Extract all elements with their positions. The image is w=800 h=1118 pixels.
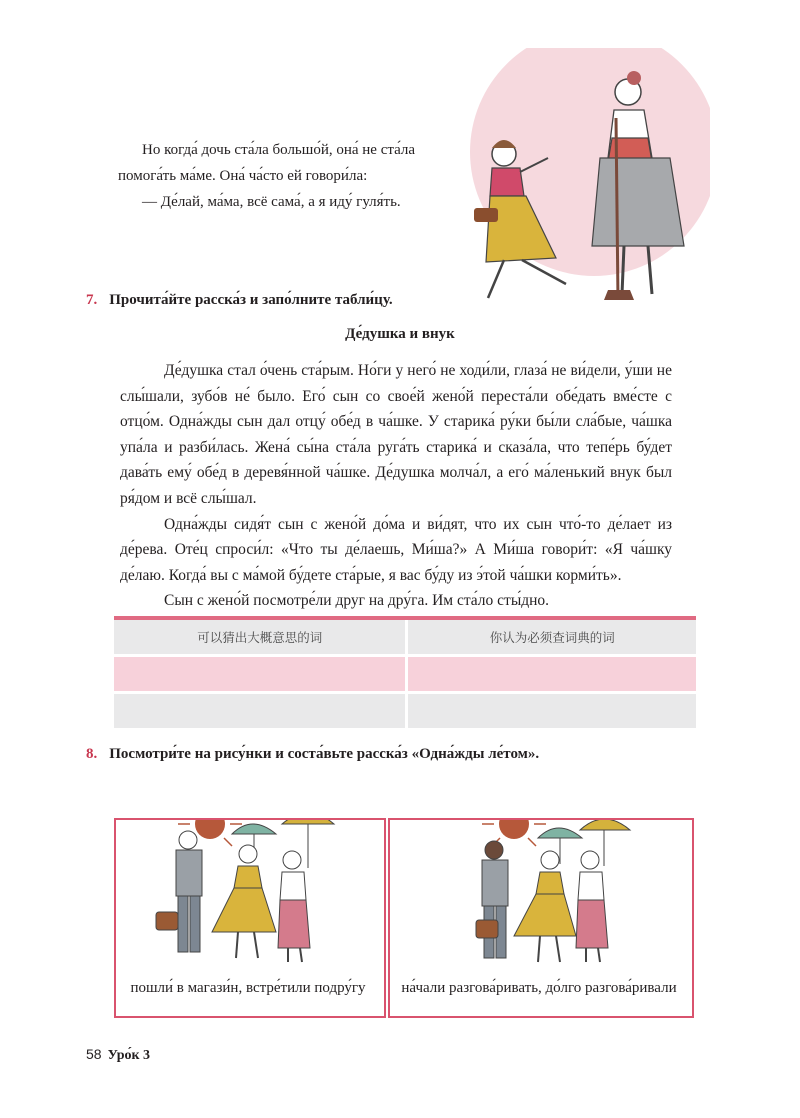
table-cell[interactable] (408, 694, 696, 731)
intro-line-2: помога́ть ма́ме. Она́ ча́сто ей говори́ла: (118, 168, 368, 184)
exercise-8-number: 8. (86, 746, 98, 762)
table-cell[interactable] (114, 694, 408, 731)
table-cell[interactable] (114, 657, 408, 694)
story-text (120, 358, 672, 614)
story-paragraph-1: Де́душка стал о́чень ста́рым. Но́ги у него́ не ходи́ли, глаза́ не ви́дели, у́ши не слы́шали, зубо́в не́ было. Его́ сын со свое́й жено́й переста́ли обе́дать вме́сте с отцо́м. Одна́жды сын дал отцу́ обе́д в ча́шке. У старика́ ру́ки бы́ли сла́бые, ча́шка упа́ла и разби́лась. Жена́ сы́на ста́ла руга́ть старика́ и сказа́ла, что тепе́рь бу́дет дава́ть ему́ обе́д в деревя́нной ча́шке. Де́душка молча́л, а его́ ма́ленький внук был ря́дом и всё слы́шал. (120, 362, 672, 507)
caption-panel-1: пошли́ в магази́н, встре́тили подру́гу (130, 980, 366, 996)
intro-text (118, 137, 438, 215)
story-title: Де́душка и внук (345, 326, 455, 342)
page-number: 58 (86, 1046, 102, 1062)
story-paragraph-2: Одна́жды сидя́т сын с жено́й до́ма и ви́дят, что их сын что́-то де́лает из де́рева. Оте́ц спроси́л: «Что ты де́лаешь, Ми́ша?» А Ми́ша говори́т: «Я ча́шку де́лаю. Когда́ вы с ма́мой бу́дете ста́рые, я вас бу́ду из э́той ча́шки корми́ть». (120, 515, 672, 584)
conversation-scene-illustration (390, 820, 692, 980)
table-header-guessable: 可以猜出大概意思的词 (114, 620, 408, 657)
intro-line-3: — Де́лай, ма́ма, всё сама́, а я иду́ гуля́ть. (142, 194, 401, 210)
caption-panel-2: на́чали разгова́ривать, до́лго разгова́ривали (401, 980, 677, 996)
table-header-dictionary: 你认为必须查词典的词 (408, 620, 696, 657)
intro-line-1: Но когда́ дочь ста́ла большо́й, она́ не ста́ла (142, 142, 416, 158)
table-cell[interactable] (408, 657, 696, 694)
shopping-scene-illustration (116, 820, 384, 980)
page-footer (86, 1046, 150, 1064)
exercise-8-instruction: Посмотри́те на рису́нки и соста́вьте расска́з «Одна́жды ле́том». (109, 746, 540, 762)
mother-daughter-illustration (448, 48, 710, 310)
exercise-8-heading (86, 746, 539, 763)
exercise-7-instruction: Прочита́йте расска́з и запо́лните табли́цу. (109, 292, 393, 308)
lesson-label: Уро́к 3 (107, 1048, 151, 1063)
exercise-7-number: 7. (86, 292, 98, 308)
vocabulary-table (114, 616, 696, 731)
story-paragraph-3: Сын с жено́й посмотре́ли друг на дру́га. Им ста́ло сты́дно. (164, 592, 550, 610)
exercise-7-heading (86, 292, 393, 309)
